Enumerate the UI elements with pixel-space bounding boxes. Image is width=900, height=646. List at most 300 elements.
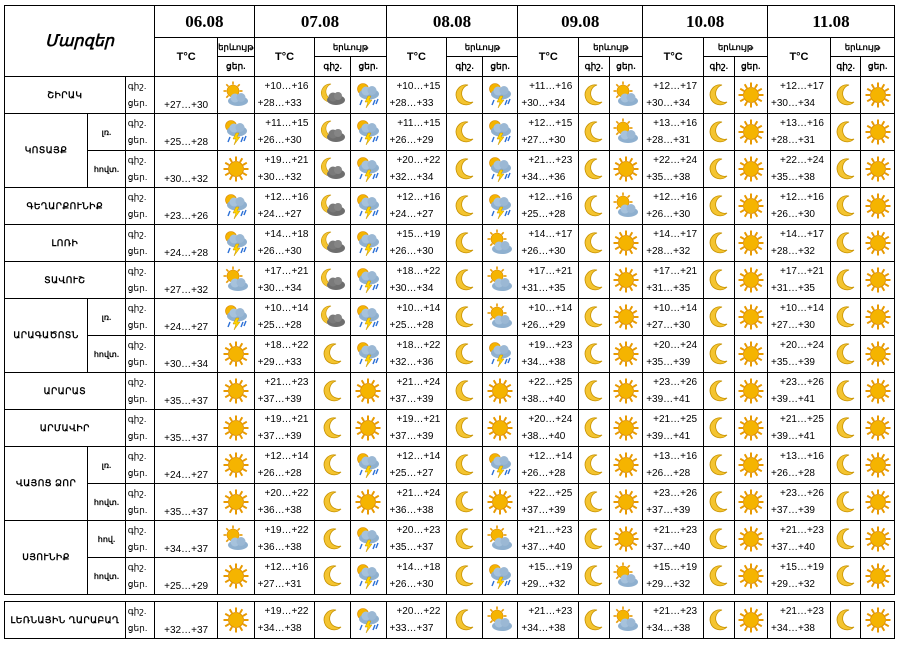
weather-day-cell — [609, 114, 643, 151]
weather-day-cell — [482, 447, 518, 484]
temp-range-cell — [254, 262, 315, 299]
temp-range-cell — [518, 336, 579, 373]
temp-night: +19…+22 — [264, 606, 309, 617]
day-label: ցեր. — [127, 542, 148, 552]
temp-range-cell — [518, 77, 579, 114]
moon-icon — [705, 525, 733, 553]
moon-cloud-icon — [319, 81, 347, 109]
weather-night-cell — [579, 602, 609, 639]
weather-header: երևույթ — [218, 38, 255, 57]
temp-range-cell — [386, 151, 447, 188]
temp-night: +13…+16 — [653, 118, 698, 129]
weather-day-cell — [734, 373, 768, 410]
period-labels — [125, 188, 154, 225]
period-labels — [125, 447, 154, 484]
sun-icon — [612, 155, 640, 183]
temp-night: +23…+26 — [653, 377, 698, 388]
moon-cloud-icon — [319, 155, 347, 183]
sun-icon — [612, 488, 640, 516]
temp-day: +25…+27 — [389, 468, 434, 479]
weather-header: երևույթ — [447, 38, 518, 57]
temp-range-cell — [386, 410, 447, 447]
weather-night-cell — [704, 373, 734, 410]
subregion-label: լռ. — [88, 299, 126, 336]
temp-range-cell — [768, 77, 831, 114]
region-row — [5, 521, 895, 558]
weather-day-cell — [609, 151, 643, 188]
thunderstorm-icon — [222, 118, 250, 146]
sun-icon — [737, 606, 765, 634]
weather-day-cell — [351, 602, 387, 639]
temp-night: +22…+24 — [653, 155, 698, 166]
night-subheader: գիշ. — [830, 57, 860, 77]
temp-day: +28…+33 — [389, 98, 434, 109]
temp-night: +22…+25 — [528, 377, 573, 388]
temp-day: +26…+30 — [771, 209, 815, 220]
temp-day: +35…+37 — [155, 410, 218, 447]
weather-night-cell — [447, 262, 483, 299]
period-labels — [125, 114, 154, 151]
weather-night-cell — [830, 521, 860, 558]
sun-icon — [864, 303, 892, 331]
region-row — [5, 262, 895, 299]
moon-icon — [832, 303, 860, 331]
weather-day-cell — [734, 447, 768, 484]
weather-day-cell — [734, 336, 768, 373]
temp-day: +28…+31 — [646, 135, 691, 146]
weather-day-cell — [218, 299, 255, 336]
moon-icon — [832, 414, 860, 442]
temp-range-cell — [643, 336, 704, 373]
region-row — [5, 484, 895, 521]
temp-range-cell — [768, 299, 831, 336]
weather-day-cell — [218, 447, 255, 484]
date-header: 11.08 — [768, 6, 895, 38]
weather-night-cell — [830, 151, 860, 188]
temp-night: +21…+24 — [396, 377, 441, 388]
temp-night: +20…+22 — [396, 155, 441, 166]
moon-icon — [705, 340, 733, 368]
temp-range-cell — [254, 373, 315, 410]
moon-icon — [451, 488, 479, 516]
moon-icon — [580, 377, 608, 405]
moon-icon — [319, 414, 347, 442]
date-header: 08.08 — [386, 6, 518, 38]
temp-night: +12…+16 — [653, 192, 698, 203]
weather-night-cell — [704, 410, 734, 447]
weather-night-cell — [830, 336, 860, 373]
sun-icon — [486, 377, 514, 405]
weather-night-cell — [830, 373, 860, 410]
region-name: ՎԱՅՈՑ ՁՈՐ — [5, 447, 88, 521]
thunderstorm-icon — [222, 229, 250, 257]
weather-day-cell — [350, 262, 386, 299]
thunderstorm-icon — [354, 606, 382, 634]
temp-night: +20…+24 — [528, 414, 573, 425]
region-name: ԼՈՌԻ — [5, 225, 126, 262]
temp-range-cell — [386, 114, 447, 151]
day-label: ցեր. — [127, 172, 148, 182]
moon-icon — [832, 340, 860, 368]
moon-cloud-icon — [319, 229, 347, 257]
weather-day-cell — [609, 484, 643, 521]
temp-night: +14…+17 — [653, 229, 698, 240]
partly-cloudy-icon — [486, 606, 514, 634]
day-label: ցեր. — [127, 135, 148, 145]
weather-day-cell — [350, 558, 386, 595]
weather-day-cell — [218, 521, 255, 558]
temp-range-cell — [768, 558, 831, 595]
weather-night-cell — [447, 373, 483, 410]
weather-night-cell — [704, 77, 734, 114]
temp-night: +21…+23 — [653, 525, 698, 536]
temp-day: +34…+38 — [646, 623, 691, 634]
temp-night: +20…+24 — [779, 340, 824, 351]
thunderstorm-icon — [354, 562, 382, 590]
temp-day: +31…+35 — [771, 283, 815, 294]
temp-day: +34…+38 — [771, 623, 815, 634]
moon-icon — [832, 377, 860, 405]
temp-night: +12…+16 — [396, 192, 441, 203]
temp-day: +24…+27 — [389, 209, 434, 220]
temp-day: +28…+32 — [646, 246, 691, 257]
weather-night-cell — [447, 77, 483, 114]
weather-day-cell — [609, 521, 643, 558]
temp-day: +26…+28 — [521, 468, 566, 479]
temp-night: +12…+16 — [779, 192, 824, 203]
thunderstorm-icon — [486, 192, 514, 220]
partly-cloudy-icon — [612, 81, 640, 109]
weather-day-cell — [609, 373, 643, 410]
weather-day-cell — [734, 558, 768, 595]
weather-day-cell — [482, 602, 518, 639]
temp-night: +17…+21 — [653, 266, 698, 277]
temp-day: +37…+39 — [257, 394, 302, 405]
moon-icon — [451, 229, 479, 257]
temp-night: +21…+23 — [264, 377, 309, 388]
sun-icon — [737, 488, 765, 516]
subregion-label: լռ. — [88, 447, 126, 484]
moon-icon — [705, 414, 733, 442]
sun-icon — [864, 562, 892, 590]
sun-icon — [612, 340, 640, 368]
sun-icon — [354, 414, 382, 442]
night-label: գիշ. — [127, 606, 147, 616]
night-label: գիշ. — [127, 377, 147, 387]
moon-icon — [705, 303, 733, 331]
temp-range-cell — [768, 410, 831, 447]
temp-day: +30…+34 — [646, 98, 691, 109]
temp-range-cell — [768, 447, 831, 484]
weather-day-cell — [218, 602, 255, 639]
temp-day: +26…+28 — [646, 468, 691, 479]
weather-night-cell — [315, 114, 351, 151]
night-label: գիշ. — [127, 451, 147, 461]
weather-day-cell — [734, 188, 768, 225]
sun-icon — [222, 377, 250, 405]
temp-night: +13…+16 — [779, 118, 824, 129]
period-labels — [125, 484, 154, 521]
temp-range-cell — [254, 410, 315, 447]
moon-icon — [705, 377, 733, 405]
moon-icon — [705, 266, 733, 294]
moon-icon — [705, 192, 733, 220]
sun-icon — [354, 488, 382, 516]
temp-range-cell — [254, 447, 315, 484]
weather-night-cell — [704, 602, 734, 639]
temp-night: +18…+22 — [264, 340, 309, 351]
temp-day: +30…+34 — [389, 283, 434, 294]
temp-range-cell — [643, 262, 704, 299]
temp-range-cell — [386, 299, 447, 336]
weather-night-cell — [830, 114, 860, 151]
weather-day-cell — [482, 336, 518, 373]
temp-day: +24…+27 — [257, 209, 302, 220]
temp-day: +26…+30 — [257, 135, 302, 146]
thunderstorm-icon — [354, 81, 382, 109]
temp-day: +36…+38 — [257, 542, 302, 553]
temp-range-cell — [518, 188, 579, 225]
weather-night-cell — [315, 151, 351, 188]
day-label: ցեր. — [127, 579, 148, 589]
weather-night-cell — [447, 447, 483, 484]
partly-cloudy-icon — [486, 229, 514, 257]
weather-night-cell — [315, 225, 351, 262]
temp-range-cell — [254, 602, 315, 639]
temp-day: +37…+40 — [646, 542, 691, 553]
date-header: 06.08 — [155, 6, 254, 38]
thunderstorm-icon — [486, 155, 514, 183]
weather-night-cell — [830, 410, 860, 447]
weather-night-cell — [315, 410, 351, 447]
weather-day-cell — [350, 336, 386, 373]
temp-day: +26…+30 — [389, 579, 434, 590]
weather-night-cell — [830, 484, 860, 521]
temp-day: +28…+31 — [771, 135, 815, 146]
date-header: 10.08 — [643, 6, 768, 38]
weather-night-cell — [447, 225, 483, 262]
temp-night: +12…+17 — [779, 81, 824, 92]
moon-icon — [451, 451, 479, 479]
date-header: 07.08 — [254, 6, 386, 38]
moon-icon — [580, 229, 608, 257]
weather-day-cell — [734, 299, 768, 336]
temp-range-cell — [643, 602, 704, 639]
weather-night-cell — [704, 299, 734, 336]
weather-day-cell — [609, 225, 643, 262]
weather-night-cell — [704, 262, 734, 299]
thunderstorm-icon — [486, 81, 514, 109]
temp-day: +39…+41 — [771, 431, 815, 442]
period-labels — [125, 521, 154, 558]
temp-day: +39…+41 — [771, 394, 815, 405]
temp-day: +35…+39 — [771, 357, 815, 368]
temp-night: +17…+21 — [779, 266, 824, 277]
moon-icon — [832, 118, 860, 146]
moon-icon — [832, 488, 860, 516]
region-row — [5, 410, 895, 447]
weather-night-cell — [315, 373, 351, 410]
sun-icon — [222, 562, 250, 590]
weather-day-cell — [350, 299, 386, 336]
temp-range-cell — [386, 484, 447, 521]
temp-day: +30…+34 — [521, 98, 566, 109]
temp-range-cell — [386, 558, 447, 595]
temp-day: +27…+30 — [155, 77, 218, 114]
temp-night: +12…+15 — [528, 118, 573, 129]
weather-day-cell — [734, 225, 768, 262]
day-label: ցեր. — [127, 283, 148, 293]
moon-icon — [451, 81, 479, 109]
period-labels — [125, 299, 154, 336]
sun-icon — [737, 562, 765, 590]
moon-icon — [705, 155, 733, 183]
period-labels — [125, 77, 154, 114]
temp-range-cell — [518, 410, 579, 447]
subregion-label: հովտ. — [88, 558, 126, 595]
temp-night: +21…+23 — [528, 606, 573, 617]
sun-icon — [222, 451, 250, 479]
temp-range-cell — [386, 188, 447, 225]
temp-day: +34…+38 — [521, 357, 566, 368]
weather-day-cell — [609, 558, 643, 595]
sun-icon — [737, 377, 765, 405]
temp-day: +26…+28 — [257, 468, 302, 479]
temp-header: T°C — [386, 38, 447, 77]
weather-day-cell — [861, 521, 895, 558]
region-row — [5, 188, 895, 225]
temp-night: +12…+16 — [264, 192, 309, 203]
temp-range-cell — [518, 151, 579, 188]
weather-night-cell — [447, 521, 483, 558]
temp-day: +35…+37 — [389, 542, 434, 553]
temp-night: +21…+23 — [653, 606, 698, 617]
region-name: ՏԱՎՈՒՇ — [5, 262, 126, 299]
night-label: գիշ. — [127, 562, 147, 572]
day-label: ցեր. — [127, 468, 148, 478]
weather-night-cell — [830, 188, 860, 225]
moon-icon — [580, 81, 608, 109]
weather-night-cell — [579, 558, 609, 595]
temp-night: +11…+16 — [529, 81, 573, 92]
temp-day: +31…+35 — [521, 283, 566, 294]
weather-night-cell — [315, 521, 351, 558]
moon-icon — [451, 266, 479, 294]
sun-icon — [222, 340, 250, 368]
temp-day: +36…+38 — [257, 505, 302, 516]
weather-night-cell — [579, 114, 609, 151]
weather-day-cell — [734, 521, 768, 558]
temp-day: +35…+38 — [646, 172, 691, 183]
weather-day-cell — [482, 410, 518, 447]
temp-range-cell — [254, 225, 315, 262]
region-name: ԱՐԱԳԱԾՈՏՆ — [5, 299, 88, 373]
temp-day: +30…+32 — [155, 151, 218, 188]
temp-night: +19…+22 — [264, 525, 309, 536]
weather-day-cell — [350, 521, 386, 558]
temp-day: +35…+39 — [646, 357, 691, 368]
moon-icon — [319, 606, 347, 634]
subregion-label: լռ. — [88, 114, 126, 151]
weather-night-cell — [579, 225, 609, 262]
day-label: ցեր. — [127, 505, 148, 515]
temp-night: +12…+17 — [653, 81, 698, 92]
sun-icon — [612, 451, 640, 479]
temp-range-cell — [768, 188, 831, 225]
moon-icon — [580, 266, 608, 294]
weather-night-cell — [315, 336, 351, 373]
weather-night-cell — [579, 188, 609, 225]
weather-day-cell — [861, 188, 895, 225]
thunderstorm-icon — [354, 303, 382, 331]
temp-night: +21…+23 — [528, 155, 573, 166]
weather-day-cell — [218, 558, 255, 595]
temp-range-cell — [386, 602, 447, 639]
day-label: ցեր. — [127, 246, 148, 256]
weather-day-cell — [609, 336, 643, 373]
temp-day: +30…+34 — [257, 283, 302, 294]
temp-day: +35…+37 — [155, 373, 218, 410]
weather-day-cell — [861, 114, 895, 151]
thunderstorm-icon — [486, 451, 514, 479]
moon-icon — [451, 155, 479, 183]
temp-day: +39…+41 — [646, 394, 691, 405]
weather-night-cell — [704, 225, 734, 262]
weather-night-cell — [315, 77, 351, 114]
weather-night-cell — [830, 299, 860, 336]
sun-icon — [612, 266, 640, 294]
temp-header: T°C — [768, 38, 831, 77]
temp-day: +24…+28 — [155, 225, 218, 262]
weather-day-cell — [734, 151, 768, 188]
sun-icon — [737, 229, 765, 257]
weather-header: երևույթ — [704, 38, 768, 57]
weather-day-cell — [734, 114, 768, 151]
temp-night: +12…+14 — [396, 451, 441, 462]
temp-range-cell — [643, 410, 704, 447]
temp-night: +12…+14 — [528, 451, 573, 462]
weather-night-cell — [447, 299, 483, 336]
region-row — [5, 558, 895, 595]
temp-range-cell — [643, 521, 704, 558]
partly-cloudy-icon — [612, 562, 640, 590]
moon-cloud-icon — [319, 192, 347, 220]
temp-night: +10…+14 — [653, 303, 698, 314]
temp-day: +26…+29 — [521, 320, 566, 331]
weather-night-cell — [704, 188, 734, 225]
sun-icon — [737, 118, 765, 146]
day-subheader: ցեր. — [609, 57, 643, 77]
temp-day: +29…+33 — [257, 357, 302, 368]
weather-day-cell — [482, 373, 518, 410]
weather-header: երևույթ — [315, 38, 386, 57]
temp-night: +23…+26 — [779, 377, 824, 388]
temp-night: +13…+16 — [653, 451, 698, 462]
moon-icon — [832, 81, 860, 109]
moon-icon — [451, 606, 479, 634]
period-labels — [125, 336, 154, 373]
weather-night-cell — [830, 602, 860, 639]
sun-icon — [864, 81, 892, 109]
night-subheader: գիշ. — [447, 57, 483, 77]
night-label: գիշ. — [127, 303, 147, 313]
weather-day-cell — [861, 484, 895, 521]
day-label: ցեր. — [127, 431, 148, 441]
region-row — [5, 602, 895, 639]
moon-icon — [705, 118, 733, 146]
thunderstorm-icon — [354, 525, 382, 553]
partly-cloudy-icon — [612, 606, 640, 634]
